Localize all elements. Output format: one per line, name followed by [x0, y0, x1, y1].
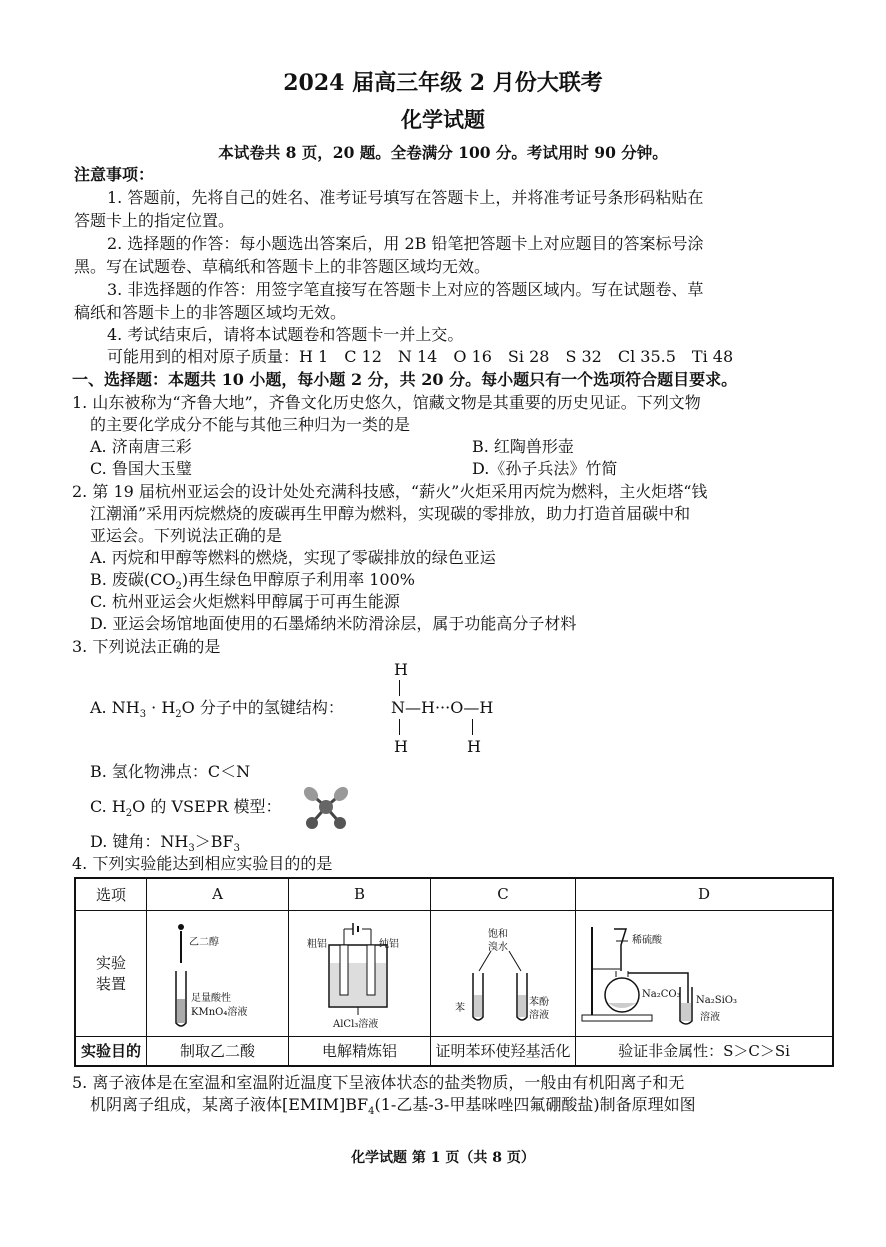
note-1-line-2: 答题卡上的指定位置。 [74, 211, 235, 230]
q1-option-a: A. 济南唐三彩 [90, 437, 192, 456]
c-label-benzene: 苯 [455, 1002, 465, 1014]
note-1-line-1: 1. 答题前，先将自己的姓名、准考证号填写在答题卡上，并将准考证号条形码粘贴在 [107, 188, 704, 207]
note-2-line-2: 黑。写在试题卷、草稿纸和答题卡上的非答题区域均无效。 [74, 257, 491, 276]
c-label-saturated: 饱和 [488, 928, 508, 940]
q5-stem-line-2: 机阴离子组成，某离子液体$[EMIM]BF_4(1-$乙基-3-甲基咪唑四氟硼酸盐)制备原理如图 [90, 1095, 696, 1118]
d-label-dilute-h2so4: 稀硫酸 [632, 934, 662, 946]
purpose-d: 验证非金属性：S＞C＞Si [576, 1036, 834, 1066]
table-header-row [75, 878, 833, 910]
a-label-kmno4: KMnO₄溶液 [191, 1006, 248, 1018]
purpose-a: 制取乙二酸 [147, 1036, 289, 1066]
q3-option-a: A. $NH_3 \cdot H_2O$ 分子中的氢键结构： [90, 698, 344, 721]
b-label-crude-al: 粗铝 [307, 938, 327, 950]
q3-option-d: D. 键角：$NH_3>BF_3$ [90, 832, 241, 855]
header-option: 选项 [75, 878, 147, 910]
struct-bond-down-2 [472, 719, 473, 735]
q5-stem-line-1: 5. 离子液体是在室温和室温附近温度下呈液体状态的盐类物质，一般由有机阳离子和无 [72, 1073, 685, 1092]
q4-stem: 4. 下列实验能达到相应实验目的的是 [72, 854, 333, 873]
exam-info: 本试卷共 8 页，20 题。全卷满分 100 分。考试用时 90 分钟。 [218, 143, 668, 162]
a-label-acidic: 足量酸性 [191, 992, 231, 1004]
struct-h-top: H [394, 660, 408, 679]
q2-stem-line-3: 亚运会。下列说法正确的是 [90, 526, 283, 545]
table-purpose-row [75, 1036, 833, 1066]
atomic-masses: 可能用到的相对原子质量：H 1 C 12 N 14 O 16 Si 28 S 32 Cl 35.5 Ti 48 [107, 347, 734, 366]
header-c: C [431, 878, 576, 910]
struct-bond-up [399, 680, 400, 696]
q1-option-b: B. 红陶兽形壶 [472, 437, 574, 456]
q1-stem-line-2: 的主要化学成分不能与其他三种归为一类的是 [90, 415, 411, 434]
q1-stem-line-1: 1. 山东被称为“齐鲁大地”，齐鲁文化历史悠久，馆藏文物是其重要的历史见证。下列文物 [72, 393, 701, 412]
struct-bond-down-1 [399, 719, 400, 735]
struct-h-bottom-1: H [394, 737, 408, 756]
row-label-line-1: 实验 [95, 954, 126, 972]
page-footer: 化学试题 第 1 页（共 8 页） [351, 1150, 535, 1166]
struct-h-bottom-2: H [467, 737, 481, 756]
d-label-solution: 溶液 [700, 1011, 720, 1023]
exam-title: 2024 届高三年级 2 月份大联考 [283, 70, 603, 96]
q2-option-c: C. 杭州亚运会火炬燃料甲醇属于可再生能源 [90, 592, 400, 611]
q1-option-c: C. 鲁国大玉璧 [90, 459, 192, 478]
q2-stem-line-1: 2. 第 19 届杭州亚运会的设计处处充满科技感，“薪火”火炬采用丙烷为燃料，主火炬塔“钱 [72, 482, 708, 501]
section-1-heading: 一、选择题：本题共 10 小题，每小题 2 分，共 20 分。每小题只有一个选项符合题目要求。 [72, 370, 738, 389]
a-label-glycol: 乙二醇 [189, 936, 219, 948]
note-3-line-2: 稿纸和答题卡上的非答题区域均无效。 [74, 303, 347, 322]
header-d: D [576, 878, 834, 910]
header-a: A [147, 878, 289, 910]
d-label-na2sio3: Na₂SiO₃ [696, 994, 737, 1006]
d-label-na2co3: Na₂CO₃ [642, 988, 681, 1000]
c-label-bromine-water: 溴水 [488, 941, 508, 953]
c-label-phenol: 苯酚 [529, 996, 549, 1008]
q2-stem-line-2: 江潮涌”采用丙烷燃烧的废碳再生甲醇为燃料，实现碳的零排放，助力打造首届碳中和 [90, 504, 691, 523]
q3-option-c: C. $H_2O$ 的 VSEPR 模型： [90, 797, 282, 820]
b-label-alcl3: AlCl₃溶液 [333, 1018, 379, 1030]
notes-heading: 注意事项： [74, 165, 155, 184]
apparatus-d [576, 910, 834, 1036]
q3-stem: 3. 下列说法正确的是 [72, 637, 221, 656]
apparatus-a [147, 910, 289, 1036]
purpose-b: 电解精炼铝 [289, 1036, 431, 1066]
apparatus-b [289, 910, 431, 1036]
q1-option-d: D.《孙子兵法》竹简 [472, 459, 618, 478]
row-label-line-2: 装置 [95, 975, 126, 993]
experiment-table [74, 877, 834, 1067]
c-label-solution: 溶液 [529, 1009, 549, 1021]
struct-line: N—H···O—H [391, 698, 494, 717]
q3-option-b: B. 氢化物沸点：C＜N [90, 762, 251, 781]
note-4: 4. 考试结束后，请将本试题卷和答题卡一并上交。 [107, 325, 464, 344]
table-apparatus-row [75, 910, 833, 1036]
note-3-line-1: 3. 非选择题的作答：用签字笔直接写在答题卡上对应的答题区域内。写在试题卷、草 [107, 280, 704, 299]
row-label-apparatus [75, 910, 147, 1036]
purpose-c: 证明苯环使羟基活化 [431, 1036, 576, 1066]
vsepr-model-icon [300, 783, 352, 831]
b-label-pure-al: 纯铝 [379, 938, 399, 950]
exam-subject: 化学试题 [401, 107, 485, 132]
q2-option-a: A. 丙烷和甲醇等燃料的燃烧，实现了零碳排放的绿色亚运 [90, 548, 496, 567]
q2-option-b: B. 废碳$(CO_2)$再生绿色甲醇原子利用率 100% [90, 570, 415, 593]
purpose-label: 实验目的 [75, 1036, 147, 1066]
note-2-line-1: 2. 选择题的作答：每小题选出答案后，用 2B 铅笔把答题卡上对应题目的答案标号涂 [107, 234, 704, 253]
header-b: B [289, 878, 431, 910]
q2-option-d: D. 亚运会场馆地面使用的石墨烯纳米防滑涂层，属于功能高分子材料 [90, 614, 577, 633]
apparatus-c [431, 910, 576, 1036]
